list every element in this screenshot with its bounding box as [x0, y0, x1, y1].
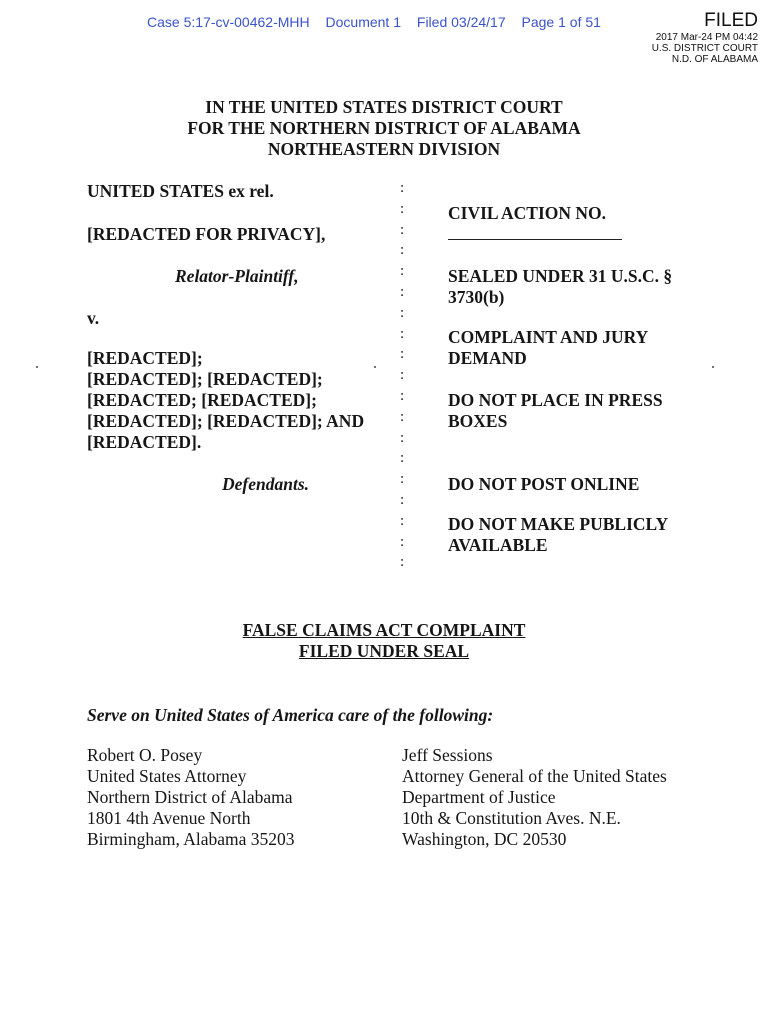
filed-stamp-district: N.D. OF ALABAMA [671, 54, 758, 65]
filed-stamp-word: FILED [704, 10, 758, 31]
civil-action-label: CIVIL ACTION NO. [448, 203, 607, 223]
attorney-general-address: Jeff Sessions Attorney General of the United States Department of Justice 10th & Constitution Aves. N.E. Washington, DC 20530 [402, 745, 667, 849]
defendant-line: [REDACTED]; [87, 348, 203, 368]
complaint-jury-demand: COMPLAINT AND JURY DEMAND [448, 327, 649, 368]
civil-action-blank [448, 239, 622, 240]
defendant-line: [REDACTED; [REDACTED]; [87, 390, 317, 410]
public-availability-notice: DO NOT MAKE PUBLICLY AVAILABLE [448, 514, 669, 555]
ecf-header [147, 14, 613, 30]
sealed-notice: SEALED UNDER 31 U.S.C. § 3730(b) [448, 266, 673, 307]
court-heading-line: NORTHEASTERN DIVISION [267, 139, 501, 159]
post-online-notice: DO NOT POST ONLINE [448, 474, 640, 494]
court-heading-line: FOR THE NORTHERN DISTRICT OF ALABAMA [187, 118, 581, 138]
document-number: Document 1 [325, 14, 401, 30]
scan-speck [712, 366, 714, 368]
case-number: Case 5:17-cv-00462-MHH [147, 14, 310, 30]
filed-stamp [652, 10, 758, 65]
versus: v. [87, 308, 100, 328]
relator-name: [REDACTED FOR PRIVACY], [87, 224, 326, 244]
scan-speck [374, 366, 376, 368]
press-boxes-notice: DO NOT PLACE IN PRESS BOXES [448, 390, 663, 431]
scan-speck [36, 366, 38, 368]
defendants-list [87, 348, 364, 453]
defendant-line: [REDACTED]. [87, 432, 202, 452]
filed-stamp-court: U.S. DISTRICT COURT [651, 43, 758, 54]
us-attorney-address: Robert O. Posey United States Attorney Northern District of Alabama 1801 4th Avenue North Birmingham, Alabama 35203 [87, 745, 295, 849]
court-heading-line: IN THE UNITED STATES DISTRICT COURT [205, 97, 563, 117]
relator-role: Relator-Plaintiff, [175, 266, 299, 286]
plaintiff-name: UNITED STATES ex rel. [87, 181, 274, 201]
filed-stamp-datetime: 2017 Mar-24 PM 04:42 [655, 32, 758, 43]
defendant-line: [REDACTED]; [REDACTED]; AND [87, 411, 365, 431]
court-heading [0, 97, 768, 160]
defendants-role: Defendants. [222, 474, 310, 494]
defendant-line: [REDACTED]; [REDACTED]; [87, 369, 323, 389]
page-count: Page 1 of 51 [521, 14, 601, 30]
caption-divider: : : : : : : : : : : : : : : : : : : : [400, 180, 405, 571]
complaint-title: FALSE CLAIMS ACT COMPLAINT FILED UNDER SEAL [242, 620, 526, 661]
filed-date: Filed 03/24/17 [416, 14, 506, 30]
serve-heading: Serve on United States of America care of the following: [87, 705, 494, 725]
